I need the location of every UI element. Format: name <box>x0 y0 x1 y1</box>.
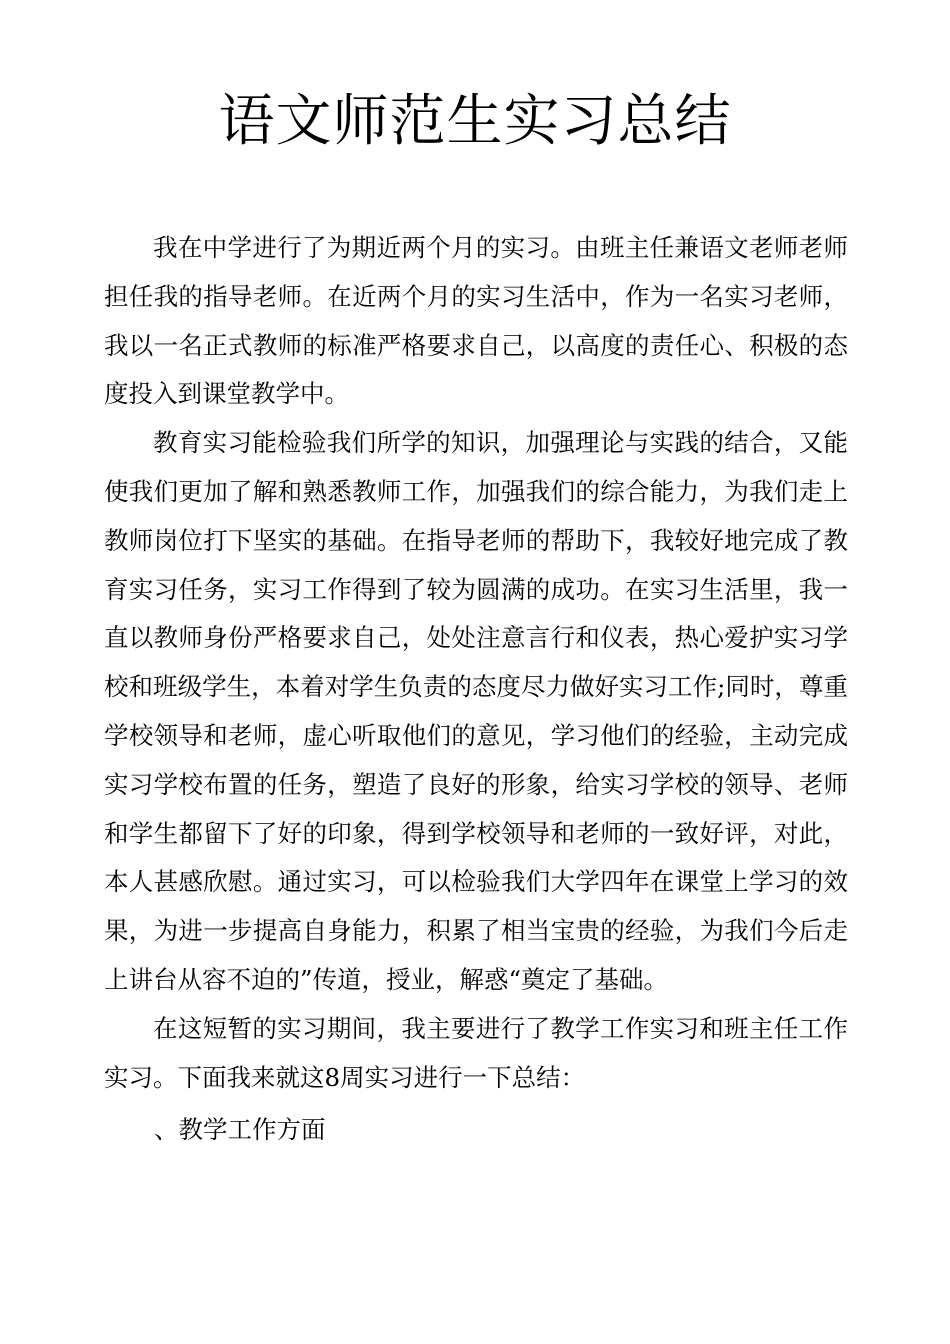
paragraph-3: 在这短暂的实习期间，我主要进行了教学工作实习和班主任工作实习。下面我来就这8周实习进行一下总结： <box>104 1013 848 1092</box>
paragraph-2: 教育实习能检验我们所学的知识，加强理论与实践的结合，又能使我们更加了解和熟悉教师工作，加强我们的综合能力，为我们走上教师岗位打下坚实的基础。在指导老师的帮助下，我较好地完成了教育实习任务，实习工作得到了较为圆满的成功。在实习生活里，我一直以教师身份严格要求自己，处处注意言行和仪表，热心爱护实习学校和班级学生，本着对学生负责的态度尽力做好实习工作;同时，尊重学校领导和老师，虚心听取他们的意见，学习他们的经验，主动完成实习学校布置的任务，塑造了良好的形象，给实习学校的领导、老师和学生都留下了好的印象，得到学校领导和老师的一致好评，对此，本人甚感欣慰。通过实习，可以检验我们大学四年在课堂上学习的效果，为进一步提高自身能力，积累了相当宝贵的经验，为我们今后走上讲台从容不迫的”传道，授业，解惑“奠定了基础。 <box>104 428 848 994</box>
document-title: 语文师范生实习总结 <box>218 89 732 154</box>
document-body <box>104 224 848 1155</box>
paragraph-1: 我在中学进行了为期近两个月的实习。由班主任兼语文老师老师担任我的指导老师。在近两个月的实习生活中，作为一名实习老师，我以一名正式教师的标准严格要求自己，以高度的责任心、积极的态度投入到课堂教学中。 <box>104 233 848 409</box>
section-heading: 、教学工作方面 <box>154 1115 326 1145</box>
